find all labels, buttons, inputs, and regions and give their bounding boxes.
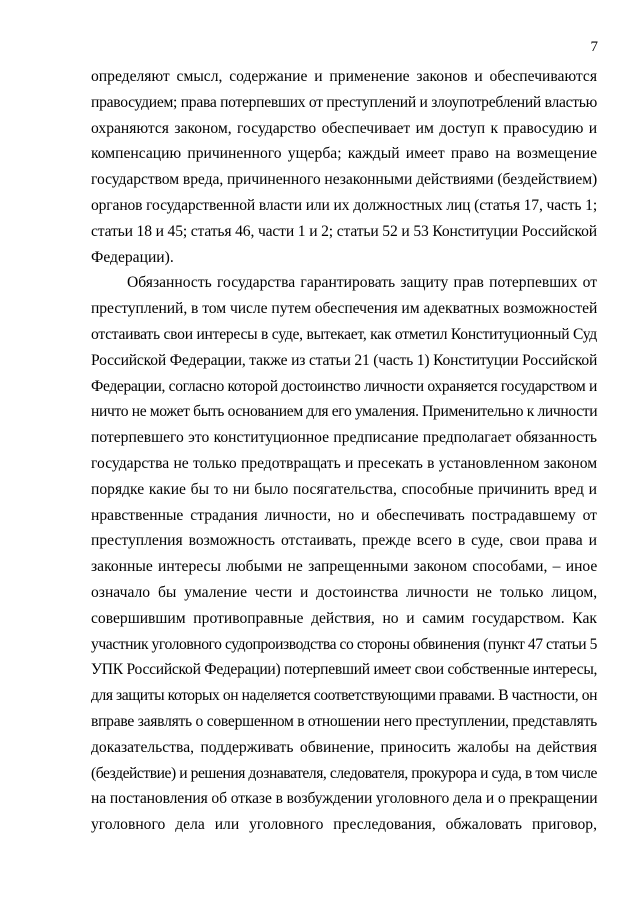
text-line: ничто не может быть основанием для его умаления. Применительно к личности [91, 403, 598, 421]
text-line: законные интересы любыми не запрещенными законом способами, – иное [91, 558, 598, 576]
text-line: на постановления об отказе в возбуждении уголовного дела и о прекращении [91, 790, 598, 808]
text-line: компенсацию причиненного ущерба; каждый имеет право на возмещение [91, 145, 597, 163]
text-line: участник уголовного судопроизводства со стороны обвинения (пункт 47 статьи 5 [91, 635, 597, 653]
text-line: правосудием; права потерпевших от преступлений и злоупотреблений властью [91, 93, 597, 111]
text-line: потерпевшего это конституционное предписание предполагает обязанность [91, 429, 597, 447]
text-line: государством вреда, причиненного незаконными действиями (бездействием) [91, 171, 598, 189]
text-line: нравственные страдания личности, но и обеспечивать пострадавшему от [91, 506, 597, 524]
paragraph-2 [91, 270, 597, 838]
text-line: совершившим противоправные действия, но и самим государством. Как [91, 609, 597, 627]
paragraph-1 [91, 64, 597, 270]
text-line: вправе заявлять о совершенном в отношении него преступлении, представлять [91, 712, 597, 730]
text-line: преступления возможность отстаивать, прежде всего в суде, свои права и [91, 532, 597, 550]
text-line: Федерации, согласно которой достоинство личности охраняется государством и [91, 377, 597, 395]
text-line: Российской Федерации, также из статьи 21 (часть 1) Конституции Российской [91, 351, 598, 369]
text-line: означало бы умаление чести и достоинства личности не только лицом, [91, 583, 598, 601]
text-line: отстаивать свои интересы в суде, вытекает, как отметил Конституционный Суд [91, 325, 597, 343]
text-line: преступлений, в том числе путем обеспечения им адекватных возможностей [91, 300, 598, 318]
text-line: уголовного дела или уголовного преследования, обжаловать приговор, [91, 816, 597, 834]
text-line: органов государственной власти или их должностных лиц (статья 17, часть 1; [91, 196, 597, 214]
text-line: определяют смысл, содержание и применение законов и обеспечиваются [91, 68, 597, 85]
text-line: Федерации). [91, 248, 174, 266]
text-line: Обязанность государства гарантировать защиту прав потерпевших от [127, 274, 598, 292]
text-line: для защиты которых он наделяется соответствующими правами. В частности, он [91, 687, 597, 705]
document-body [91, 64, 597, 838]
text-line: доказательства, поддерживать обвинение, приносить жалобы на действия [91, 738, 597, 756]
page-number: 7 [590, 39, 598, 55]
text-line: государства не только предотвращать и пресекать в установленном законом [91, 454, 598, 472]
text-line: статьи 18 и 45; статья 46, части 1 и 2; статьи 52 и 53 Конституции Российской [91, 222, 597, 240]
text-line: УПК Российской Федерации) потерпевший имеет свои собственные интересы, [91, 661, 598, 679]
text-line: порядке какие бы то ни было посягательства, способные причинить вред и [91, 480, 597, 498]
text-line: (бездействие) и решения дознавателя, следователя, прокурора и суда, в том числе [91, 764, 597, 782]
text-line: охраняются законом, государство обеспечивает им доступ к правосудию и [91, 119, 598, 137]
